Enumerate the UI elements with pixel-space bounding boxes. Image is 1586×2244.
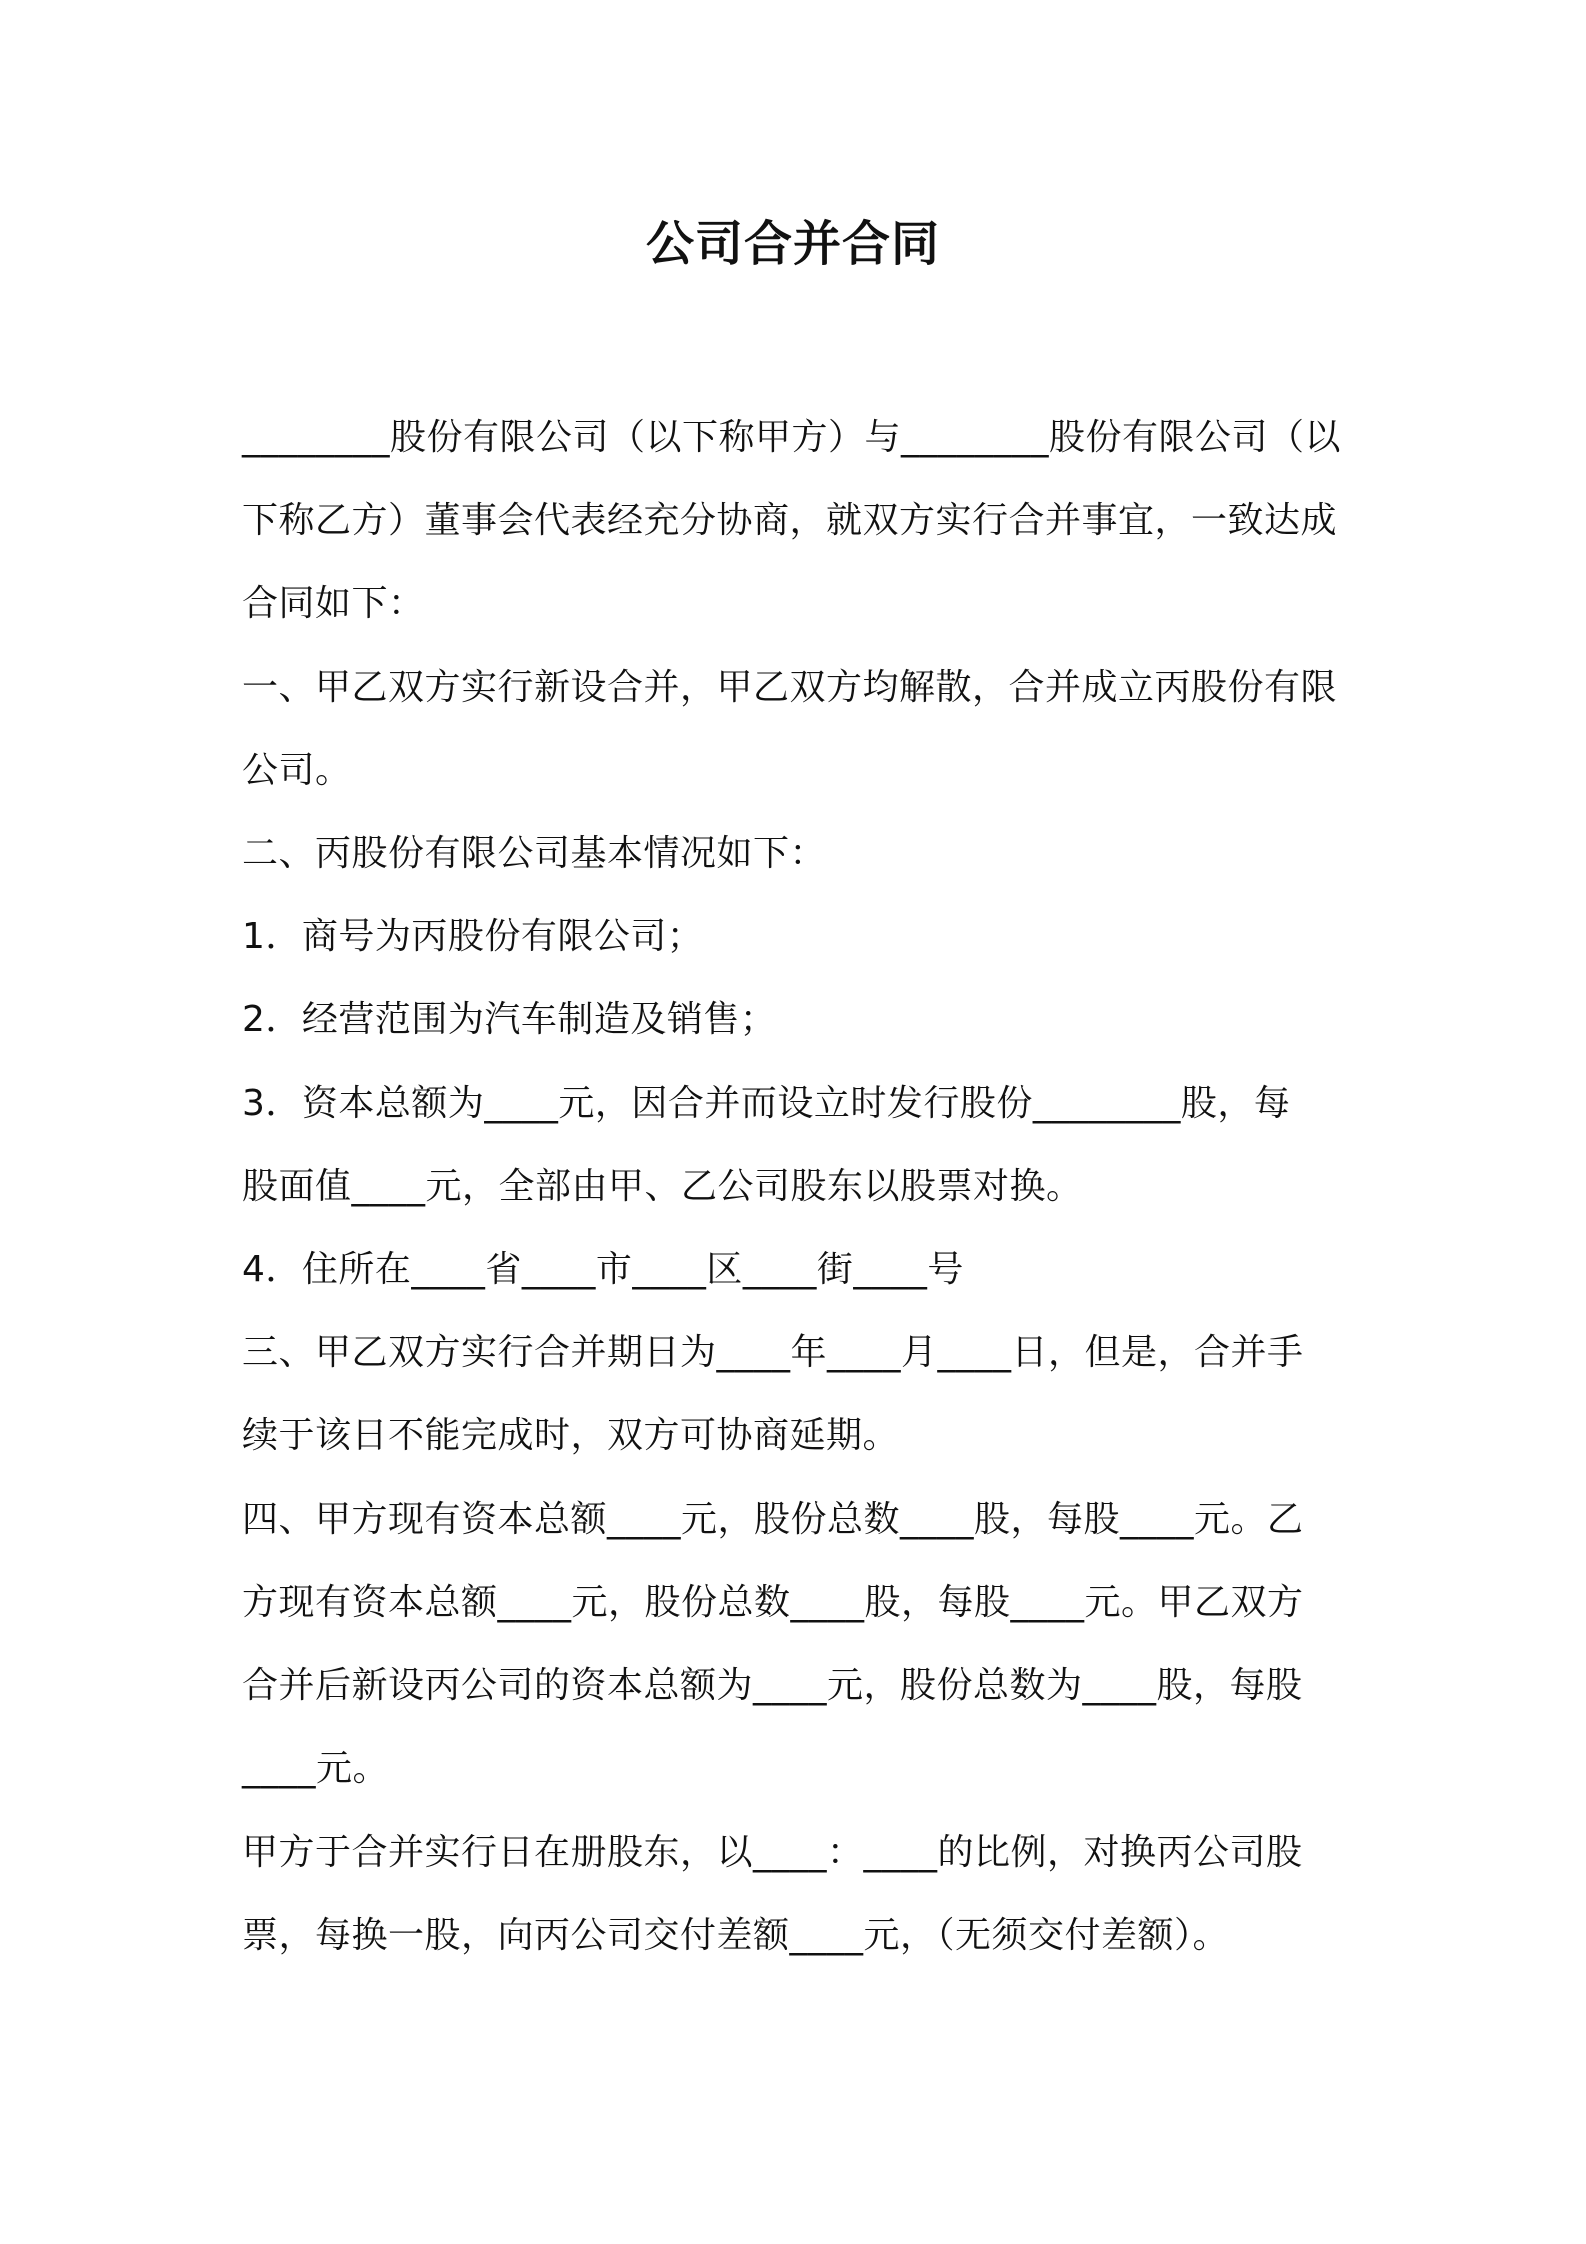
document-line: 四、甲方现有资本总额____元，股份总数____股，每股____元。乙 bbox=[242, 1499, 1304, 1540]
document-line: 二、丙股份有限公司基本情况如下： bbox=[242, 833, 827, 874]
document-line: 公司。 bbox=[242, 750, 352, 791]
document-line: 甲方于合并实行日在册股东，以____：____的比例，对换丙公司股 bbox=[242, 1832, 1303, 1873]
document-line: 1．商号为丙股份有限公司； bbox=[242, 916, 704, 957]
document-line: 合并后新设丙公司的资本总额为____元，股份总数为____股，每股 bbox=[242, 1665, 1303, 1706]
document-line: 4．住所在____省____市____区____街____号 bbox=[242, 1249, 964, 1290]
document-line: ________股份有限公司（以下称甲方）与________股份有限公司（以 bbox=[242, 417, 1342, 458]
document-line: 方现有资本总额____元，股份总数____股，每股____元。甲乙双方 bbox=[242, 1582, 1304, 1623]
document-line: ____元。 bbox=[242, 1748, 390, 1789]
document-line: 票，每换一股，向丙公司交付差额____元，（无须交付差额）。 bbox=[242, 1915, 1230, 1956]
document-title: 公司合并合同 bbox=[645, 216, 940, 272]
document-line: 三、甲乙双方实行合并期日为____年____月____日，但是，合并手 bbox=[242, 1332, 1304, 1373]
document-line: 续于该日不能完成时，双方可协商延期。 bbox=[242, 1415, 900, 1456]
document-line: 股面值____元，全部由甲、乙公司股东以股票对换。 bbox=[242, 1166, 1083, 1207]
document-line: 3．资本总额为____元，因合并而设立时发行股份________股，每 bbox=[242, 1083, 1291, 1124]
document-line: 下称乙方）董事会代表经充分协商，就双方实行合并事宜，一致达成 bbox=[242, 500, 1338, 541]
document-line: 2．经营范围为汽车制造及销售； bbox=[242, 999, 777, 1040]
document-line: 一、甲乙双方实行新设合并，甲乙双方均解散，合并成立丙股份有限 bbox=[242, 667, 1338, 708]
document-line: 合同如下： bbox=[242, 583, 425, 624]
